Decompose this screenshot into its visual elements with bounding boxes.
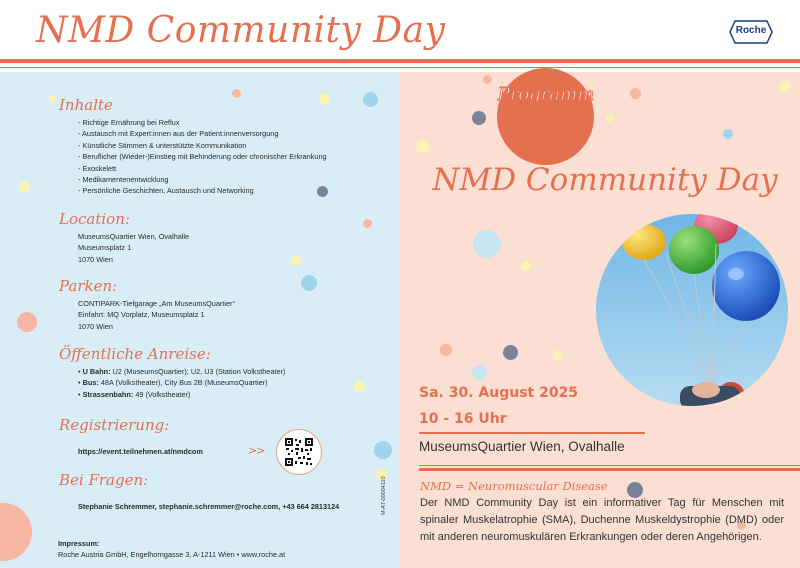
decor-dot bbox=[521, 261, 531, 271]
list-item: - Künstliche Stimmen & unterstützte Kommunikation bbox=[78, 140, 247, 150]
list-item: - Persönliche Geschichten, Austausch und Networking bbox=[78, 186, 254, 196]
transport-label: Bus: bbox=[82, 378, 99, 388]
transport-label: U Bahn: bbox=[82, 367, 111, 376]
location-line: 1070 Wien bbox=[78, 254, 113, 264]
registrierung-heading: Registrierung: bbox=[59, 416, 170, 434]
event-date: Sa. 30. August 2025 bbox=[419, 385, 579, 401]
decor-dot bbox=[374, 441, 392, 459]
programm-badge bbox=[497, 68, 594, 165]
decor-dot bbox=[17, 312, 37, 332]
location-heading: Location: bbox=[59, 210, 130, 228]
document-code: M-AT-00004110 bbox=[381, 476, 387, 515]
venue-rule bbox=[419, 465, 800, 466]
decor-dot bbox=[723, 129, 733, 139]
list-item: - Medikamentenentwicklung bbox=[78, 175, 169, 185]
anreise-list bbox=[78, 366, 285, 400]
event-title: NMD Community Day bbox=[432, 162, 778, 198]
list-item: - Beruflicher (Wieder-)Einstieg mit Behinderung oder chronischer Erkrankung bbox=[78, 152, 327, 162]
registration-link[interactable]: https://event.teilnehmen.at/nmdcom bbox=[78, 447, 203, 456]
decor-dot bbox=[472, 111, 486, 125]
decor-dot bbox=[606, 114, 614, 122]
location-line: Museumsplatz 1 bbox=[78, 243, 132, 253]
list-item: • Strassenbahn: 49 (Volkstheater) bbox=[78, 389, 191, 399]
decor-dot bbox=[49, 95, 56, 102]
location-address bbox=[78, 231, 189, 265]
event-description: Der NMD Community Day ist ein informativer Tag für Menschen mit spinaler Muskelatrophie (SMA), Duchenne Muskeldystrophie (DMD) oder mit anderen neuromuskulären Erkrankungen oder deren Angehörigen. bbox=[420, 497, 784, 543]
event-time: 10 - 16 Uhr bbox=[419, 411, 507, 427]
fragen-heading: Bei Fragen: bbox=[59, 471, 149, 489]
decor-dot bbox=[19, 181, 30, 192]
decor-dot bbox=[779, 81, 790, 92]
parken-heading: Parken: bbox=[59, 277, 118, 295]
contact-info[interactable]: Stephanie Schremmer, stephanie.schremmer@roche.com, +43 664 2813124 bbox=[78, 502, 340, 511]
header-title: NMD Community Day bbox=[36, 10, 446, 51]
decor-dot bbox=[301, 275, 317, 291]
decor-dot bbox=[291, 256, 301, 266]
list-item: - Exoskelett bbox=[78, 163, 117, 173]
programm-label: Programm bbox=[497, 84, 595, 105]
decor-dot bbox=[363, 92, 378, 107]
parken-line: Einfahrt: MQ Vorplatz, Museumsplatz 1 bbox=[78, 310, 205, 320]
venue-rule-thick bbox=[419, 468, 800, 471]
inhalte-list bbox=[78, 117, 327, 197]
decor-dot bbox=[440, 344, 452, 356]
transport-label: Strassenbahn: bbox=[82, 389, 134, 399]
date-underline bbox=[419, 432, 645, 434]
decor-dot bbox=[553, 350, 563, 360]
decor-dot bbox=[232, 89, 241, 98]
list-item: - Richtige Ernährung bei Reflux bbox=[78, 118, 180, 127]
impressum-text: Roche Austria GmbH, Engelhorngasse 3, A-1211 Wien • www.roche.at bbox=[58, 550, 286, 559]
inhalte-heading: Inhalte bbox=[59, 96, 113, 114]
impressum-heading: Impressum: bbox=[58, 539, 100, 548]
decor-dot bbox=[473, 230, 501, 258]
parken-line: 1070 Wien bbox=[78, 321, 113, 331]
roche-logo bbox=[729, 20, 773, 44]
event-venue: MuseumsQuartier Wien, Ovalhalle bbox=[419, 439, 625, 454]
decor-dot bbox=[363, 219, 372, 228]
balloons-photo bbox=[596, 214, 788, 406]
list-item: • U Bahn: U2 (MuseumsQuartier); U2, U3 (Station Volkstheater) bbox=[78, 367, 286, 376]
anreise-heading: Öffentliche Anreise: bbox=[59, 345, 211, 363]
location-line: MuseumsQuartier Wien, Ovalhalle bbox=[78, 232, 190, 241]
list-item: • Bus: 48A (Volkstheater), City Bus 2B (MuseumsQuartier) bbox=[78, 378, 268, 388]
qr-code[interactable] bbox=[276, 429, 322, 475]
nmd-subtitle: NMD = Neuromuscular Disease bbox=[420, 479, 608, 493]
header-rule-thin bbox=[0, 67, 800, 68]
parken-address bbox=[78, 298, 235, 332]
roche-logo-text: Roche bbox=[735, 25, 767, 36]
list-item: - Austausch mit Expert:innen aus der Patient:innenversorgung bbox=[78, 129, 279, 139]
decor-dot bbox=[503, 345, 518, 360]
header-rule-thick bbox=[0, 59, 800, 63]
decor-dot bbox=[416, 140, 429, 153]
decor-dot bbox=[483, 75, 492, 84]
arrow-right-icon: >> bbox=[248, 444, 265, 457]
decor-dot bbox=[630, 88, 641, 99]
decor-dot bbox=[354, 381, 365, 392]
decor-dot bbox=[472, 365, 487, 380]
parken-line: CONTIPARK-Tiefgarage „Am MuseumsQuartier“ bbox=[78, 299, 235, 308]
decor-dot bbox=[319, 93, 330, 104]
